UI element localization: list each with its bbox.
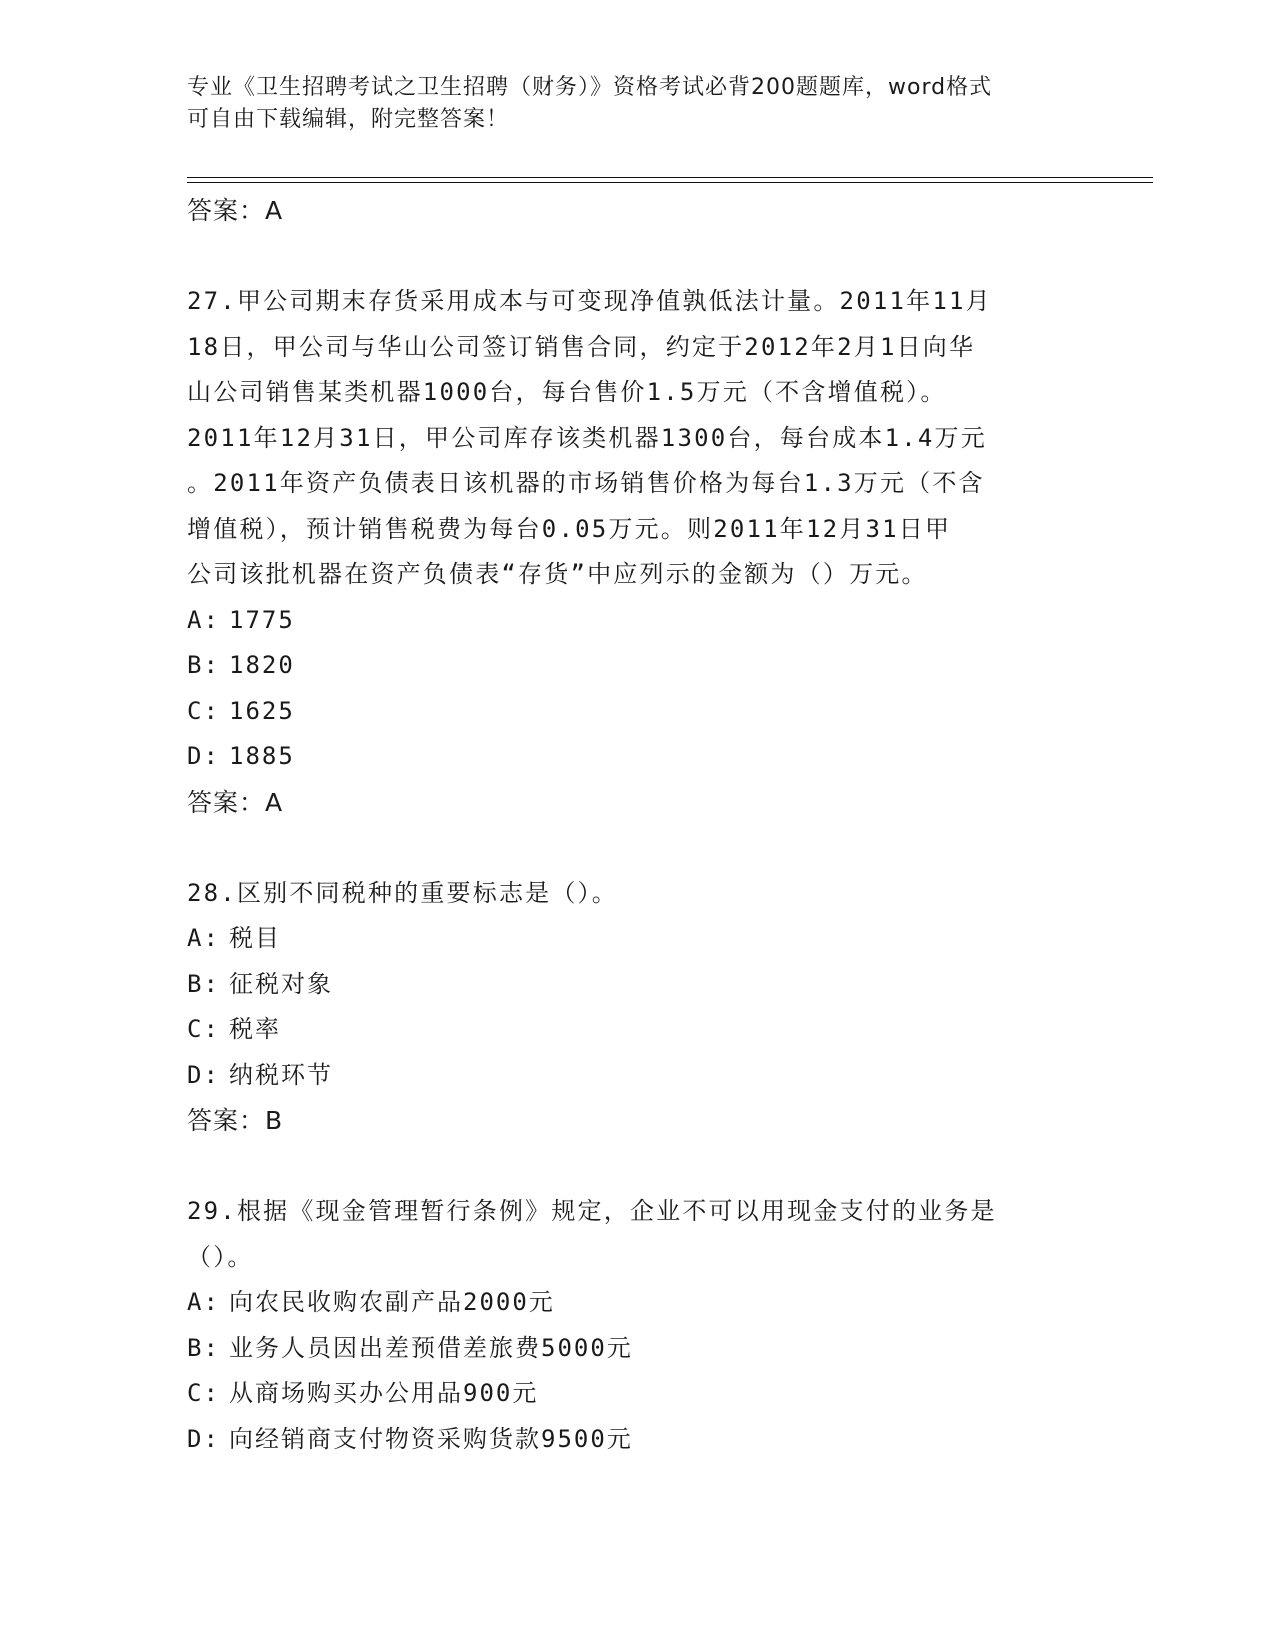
option-d bbox=[187, 734, 1087, 780]
option-a bbox=[187, 916, 1087, 962]
previous-answer: 答案：A bbox=[187, 196, 284, 225]
option-c bbox=[187, 1371, 1087, 1417]
option-a bbox=[187, 1280, 1087, 1326]
option-b bbox=[187, 1326, 1087, 1372]
spacer bbox=[187, 1144, 1087, 1189]
option-key: C: bbox=[187, 1015, 220, 1043]
question-stem bbox=[187, 1189, 1087, 1280]
option-text: 向经销商支付物资采购货款9500元 bbox=[229, 1424, 633, 1453]
answer-line: 答案：B bbox=[187, 1106, 284, 1135]
option-text: 税目 bbox=[229, 924, 281, 952]
option-key: C: bbox=[187, 1379, 220, 1407]
stem-line: （）。 bbox=[187, 1242, 254, 1271]
option-text: 1820 bbox=[229, 651, 295, 679]
option-text: 1775 bbox=[229, 605, 295, 634]
option-key: D: bbox=[187, 1424, 220, 1453]
stem-line: 2011年12月31日，甲公司库存该类机器1300台，每台成本1.4万元 bbox=[187, 423, 987, 452]
question-29 bbox=[187, 1189, 1087, 1462]
stem-line: 29.根据《现金管理暂行条例》规定，企业不可以用现金支付的业务是 bbox=[187, 1197, 997, 1225]
document-header bbox=[187, 72, 1067, 136]
option-key: A: bbox=[187, 1288, 220, 1316]
option-text: 征税对象 bbox=[229, 969, 333, 998]
option-text: 从商场购买办公用品900元 bbox=[229, 1379, 539, 1407]
option-d bbox=[187, 1417, 1087, 1463]
option-a bbox=[187, 598, 1087, 644]
option-key: C: bbox=[187, 696, 220, 725]
question-28 bbox=[187, 871, 1087, 1145]
stem-line: 。2011年资产负债表日该机器的市场销售价格为每台1.3万元（不含 bbox=[187, 469, 985, 497]
header-rule-top bbox=[187, 177, 1153, 178]
option-key: D: bbox=[187, 1060, 220, 1089]
question-stem bbox=[187, 279, 1087, 598]
spacer bbox=[187, 234, 1087, 279]
option-c bbox=[187, 1007, 1087, 1053]
stem-line: 山公司销售某类机器1000台，每台售价1.5万元（不含增值税）。 bbox=[187, 378, 947, 406]
option-c bbox=[187, 689, 1087, 735]
option-text: 向农民收购农副产品2000元 bbox=[229, 1288, 555, 1316]
question-27 bbox=[187, 279, 1087, 826]
option-b bbox=[187, 643, 1087, 689]
spacer bbox=[187, 826, 1087, 871]
option-key: A: bbox=[187, 924, 220, 952]
stem-line: 18日，甲公司与华山公司签订销售合同，约定于2012年2月1日向华 bbox=[187, 332, 976, 361]
header-line: 专业《卫生招聘考试之卫生招聘（财务）》资格考试必背200题题库，word格式 bbox=[187, 75, 993, 100]
option-key: A: bbox=[187, 605, 220, 634]
option-key: D: bbox=[187, 742, 220, 770]
stem-line: 增值税），预计销售税费为每台0.05万元。则2011年12月31日甲 bbox=[187, 514, 952, 543]
header-rule-bottom bbox=[187, 182, 1153, 183]
option-key: B: bbox=[187, 969, 220, 998]
stem-line: 28.区别不同税种的重要标志是（）。 bbox=[187, 878, 618, 907]
option-key: B: bbox=[187, 1333, 220, 1362]
answer-line: 答案：A bbox=[187, 787, 284, 817]
option-text: 纳税环节 bbox=[229, 1060, 333, 1089]
stem-line: 公司该批机器在资产负债表“存货”中应列示的金额为（）万元。 bbox=[187, 560, 928, 588]
option-key: B: bbox=[187, 651, 220, 679]
question-stem bbox=[187, 871, 1087, 917]
option-text: 税率 bbox=[229, 1015, 281, 1043]
question-list bbox=[187, 188, 1087, 1462]
option-d bbox=[187, 1053, 1087, 1099]
option-text: 业务人员因出差预借差旅费5000元 bbox=[229, 1333, 633, 1362]
stem-line: 27.甲公司期末存货采用成本与可变现净值孰低法计量。2011年11月 bbox=[187, 287, 992, 315]
header-line: 可自由下载编辑，附完整答案！ bbox=[187, 107, 510, 132]
option-text: 1625 bbox=[229, 696, 295, 725]
option-text: 1885 bbox=[229, 742, 295, 770]
option-b bbox=[187, 962, 1087, 1008]
